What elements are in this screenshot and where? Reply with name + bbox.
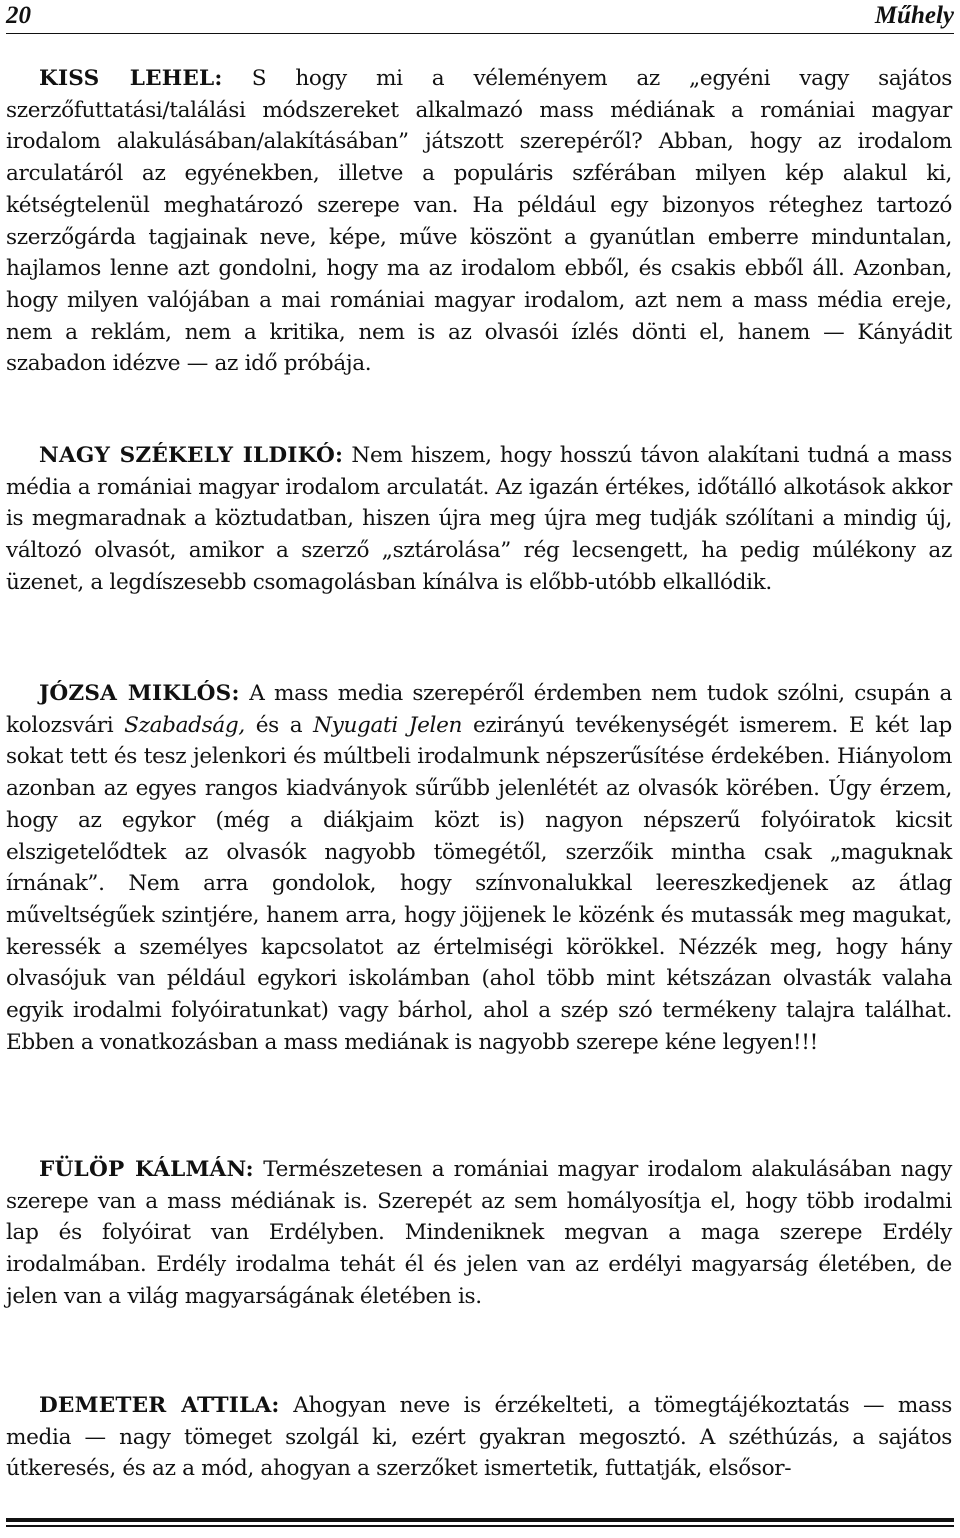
newspaper-title: Nyugati Jelen [313, 712, 463, 738]
answer-text: Nem hiszem, hogy hosszú távon alakítani tudná a mass média a romániai magyar irodalom arculatát. Az igazán értékes, időtálló alkotások akkor is megmaradnak a köztudatban, hiszen újra meg újra meg tudják szólítani a mindig új, változó olvasót, amikor a szerző „sztárolása” rég lecsengett, ha pedig múlékony az üzenet, a legdíszesebb csomagolásban kínálva is előbb-utóbb elkallódik. [6, 443, 952, 595]
answer-paragraph [6, 440, 952, 599]
answer-text: és a [255, 712, 303, 738]
footer-rule [6, 1518, 954, 1527]
answer-text: Természetesen a romániai magyar irodalom alakulásában nagy szerepe van a mass médiának is. Szerepét az sem homályosítja el, hogy több irodalmi lap és folyóirat van Erdélyben. Mindeniknek megvan a maga szerepe Erdély irodalmában. Erdély irodalma tehát él és jelen van az erdélyi magyarság életében, de jelen van a világ magyarságának életében is. [6, 1157, 953, 1309]
speaker-name: NAGY SZÉKELY ILDIKÓ: [39, 443, 344, 468]
speaker-name: DEMETER ATTILA: [39, 1393, 280, 1418]
answer-text: A mass media szerepéről érdemben nem tudok szólni, csupán a kolozsvári [6, 681, 952, 738]
speaker-name: FÜLÖP KÁLMÁN: [39, 1157, 254, 1182]
page-number: 20 [6, 2, 31, 29]
page-header [6, 0, 954, 36]
answer-paragraph [6, 678, 952, 1058]
answer-text: ezirányú tevékenységét ismerem. E két lap sokat tett és tesz jelenkori és múltbeli irodalmunk népszerűsítése érdekében. Hiányolom azonban az egyes rangos kiadványok sűrűbb jelenlétét az olvasók körében. Úgy érzem, hogy az egykor (még a diákjaim közt is) nagyon népszerű folyóiratok kicsit elszigetelődtek az olvasók nagyobb tömegétől, szerzőik mintha csak „maguknak írnának”. Nem arra gondolok, hogy színvonalukkal leereszkedjenek az átlag műveltségűek szintjére, hanem arra, hogy jöjjenek le közénk és mutassák meg magukat, keressék a személyes kapcsolatot az értelmiségi körökkel. Nézzék meg, hogy hány olvasójuk van például egykori iskolámban (ahol több mint kétszázan olvasták valaha egyik irodalmi folyóiratunkat) vagy bárhol, ahol a szép szó termékeny talajra találhat. Ebben a vonatkozásban a mass mediának is nagyobb szerepe kéne legyen!!! [6, 712, 953, 1055]
answer-text: Ahogyan neve is érzékelteti, a tömegtájékoztatás — mass media — nagy tömeget szolgál ki, ezért gyakran megosztó. A széthúzás, a sajátos útkeresés, és az a mód, ahogyan a szerzőket ismertetik, futtatják, elsősor- [6, 1393, 952, 1482]
footer-rule-thin [6, 1525, 954, 1527]
newspaper-title: Szabadság, [124, 712, 245, 738]
speaker-name: KISS LEHEL: [39, 66, 223, 91]
speaker-name: JÓZSA MIKLÓS: [39, 681, 240, 706]
header-rule [6, 33, 954, 34]
answer-paragraph [6, 1154, 952, 1313]
answer-text: S hogy mi a véleményem az „egyéni vagy sajátos szerzőfuttatási/találási módszereket alkalmazó mass médiának a romániai magyar irodalom alakulásában/alakításában” játszott szerepéről? Abban, hogy az irodalom arculatáról az egyénekben, illetve a populáris szférában milyen kép alakul ki, kétségtelenül meghatározó szerepe van. Ha például egy bizonyos réteghez tartozó szerzőgárda tagjainak neve, képe, műve köszönt a gyanútlan emberre minduntalan, hajlamos lenne azt gondolni, hogy ma az irodalom ebből, és csakis ebből áll. Azonban, hogy milyen valójában a mai romániai magyar irodalom, azt nem a mass média ereje, nem a reklám, nem a kritika, nem is az olvasói ízlés dönti el, hanem — Kányádit szabadon idézve — az idő próbája. [6, 66, 952, 377]
section-title: Műhely [874, 2, 954, 29]
answer-paragraph [6, 1390, 952, 1485]
answer-paragraph [6, 63, 952, 380]
